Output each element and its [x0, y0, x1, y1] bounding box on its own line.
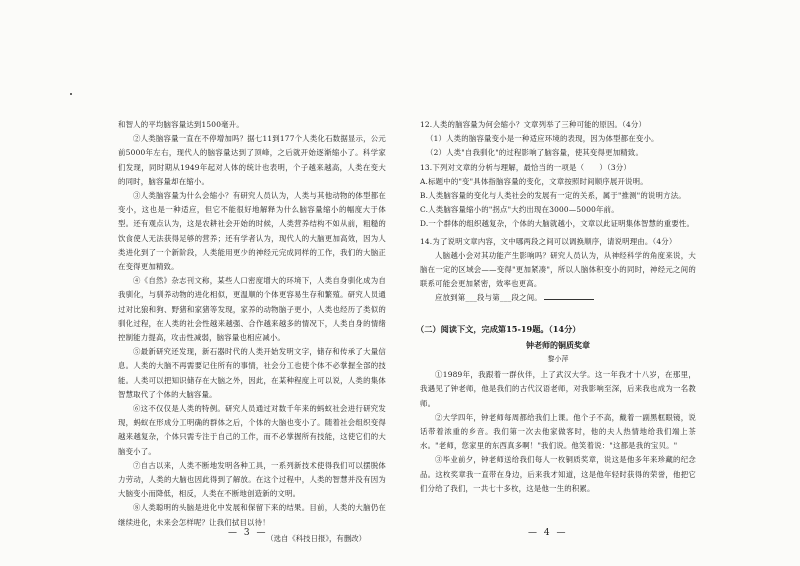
question-12-stem: 12.人类的脑容量为何会缩小？文章列举了三种可能的原因。（4分） [420, 120, 647, 129]
page-number-right: — 4 — [528, 528, 568, 538]
question-14-answer-line [420, 291, 696, 305]
left-paragraph: ⑦自古以来，人类不断地发明各种工具，一系列新技术使得我们可以摆脱体力劳动，人类的大脑也因此得到了解放。在这个过程中，人类的智慧并没有因为大脑变小而降低，相反，人类在不断地创造新的文明。 [118, 460, 386, 499]
question-13-option: C.人类脑容量缩小的"拐点"大约出现在3000—5000年前。 [420, 205, 619, 215]
left-paragraph: ②人类脑容量一直在不停增加吗？据七11到177个人类化石数据显示，公元前5000年左右，现代人的脑容量达到了顶峰，之后就开始逐渐缩小了。科学家们发现，同时期从1949年起对人体的统计也表明，个子越来越高，人类在变大的同时，脑容量却在缩小。 [118, 134, 386, 186]
question-14-passage: 人脑越小会对其功能产生影响吗？研究人员认为，从神经科学的角度来说，大脑在一定的区域会——变得"更加紧凑"，所以人脑体积变小的同时，神经元之间的联系可能会更加紧密，效率也更高。 [420, 250, 696, 289]
left-paragraph: ⑤最新研究还发现，新石器时代的人类开始发明文字，储存和传承了大量信息。人类的大脑不再需要记住所有的事情，社会分工也使个体不必掌握全部的技能。人类可以把知识储存在大脑之外，因此，在某种程度上可以说，人类的集体智慧取代了个体的大脑容量。 [118, 347, 386, 399]
question-13-option: A.标题中的"变"具体指脑容量的变化，文章按照时间顺序展开说明。 [420, 176, 648, 186]
scan-speck [70, 93, 72, 95]
page-number-left: — 3 — [228, 528, 268, 538]
left-paragraph: ⑧人类聪明的头脑是进化中发展和保留下来的结果。目前，人类的大脑仍在继续进化，未来会怎样呢？让我们拭目以待！ [118, 503, 386, 527]
question-13-option: D.一个群体的组织越复杂，个体的大脑就越小，文章以此证明集体智慧的重要性。 [420, 219, 695, 229]
left-paragraph: ④《自然》杂志刊文称，某些人口密度增大的环境下，人类自身驯化成为自我驯化，与驯养动物的进化相似，更温顺的个体更容易生存和繁殖。研究人员通过对比狼和狗、野猪和家猪等发现，家养的动物脑子更小，人类也经历了类似的驯化过程，在人类的社会性越来越强、合作越来越多的情况下，人类自身的情绪控制能力提高，攻击性减弱，脑容量也相应减小。 [118, 276, 386, 343]
left-paragraph: ③人类脑容量为什么会缩小？有研究人员认为，人类与其他动物的体型都在变小，这也是一种适应，但它不能很好地解释为什么脑容量缩小的幅度大于体型。还有观点认为，这是农耕社会开始的时候，人类营养结构不如从前，粗糙的饮食使人无法获得足够的营养；还有学者认为，现代人的大脑更加高效，因为人类进化到了一个新阶段，人类能用更少的神经元完成同样的工作，我们的大脑正在变得更加精致。 [118, 191, 386, 272]
left-paragraph: ⑥这不仅仅是人类的特例。研究人员通过对数千年来的蚂蚁社会进行研究发现，蚂蚁在形成分工明确的群体之后，个体的大脑也变小了。随着社会组织变得越来越复杂，个体只需专注于自己的工作，而不必掌握所有技能，这使它们的大脑变小了。 [118, 404, 386, 456]
right-page [416, 118, 696, 496]
article-title: 钟老师的铜质奖章 [526, 339, 590, 350]
article-source: （选自《科技日报》，有删改） [266, 533, 366, 543]
question-12-item: （2）人类"自我驯化"的过程影响了脑容量，使其变得更加精致。 [426, 148, 644, 158]
section-2-title: （二）阅读下文，完成第15-19题。（14分） [416, 323, 581, 334]
article-paragraph: ②大学四年，钟老师每周都给我们上课。他个子不高，戴着一副黑框眼镜，说话带着浓重的乡音。我们第一次去他家做客时，他的夫人热情地给我们端上茶水。"老师，您家里的东西真多啊！"我们说。他笑着说："这都是我的宝贝。" [420, 412, 696, 451]
question-14-answer-label: 应放到第___段与第___段之间。 [435, 293, 542, 303]
article-author: 黎小萍 [547, 355, 569, 364]
answer-blank[interactable] [544, 291, 594, 300]
question-14-stem: 14.为了说明文章内容，文中哪两段之间可以调换顺序，请说明理由。（4分） [420, 236, 677, 246]
left-paragraph: 和智人的平均脑容量达到1500毫升。 [118, 120, 244, 129]
question-13-option: B.人类脑容量的变化与人类社会的发展有一定的关系，属于"推测"的说明方法。 [420, 191, 686, 201]
article-paragraph: ③毕业前夕，钟老师送给我们每人一枚铜质奖章，说这是他多年来珍藏的纪念品。这枚奖章我一直带在身边，后来我才知道，这是他年轻时获得的荣誉，他把它们分给了我们，一共七十多枚，这是他一生的积累。 [420, 455, 696, 493]
article-paragraph: ①1989年，我跟着一群伙伴，上了武汉大学。这一年我才十八岁，在那里，我遇见了钟老师，他是我们的古代汉语老师，对我影响至深，后来我也成为一名教师。 [420, 370, 696, 408]
left-page [118, 118, 386, 553]
question-12-item: （1）人类的脑容量变小是一种适应环境的表现，因为体型都在变小。 [426, 134, 659, 144]
question-13-stem: 13.下列对文章的分析与理解，最恰当的一项是（ ）（3分） [420, 162, 631, 172]
